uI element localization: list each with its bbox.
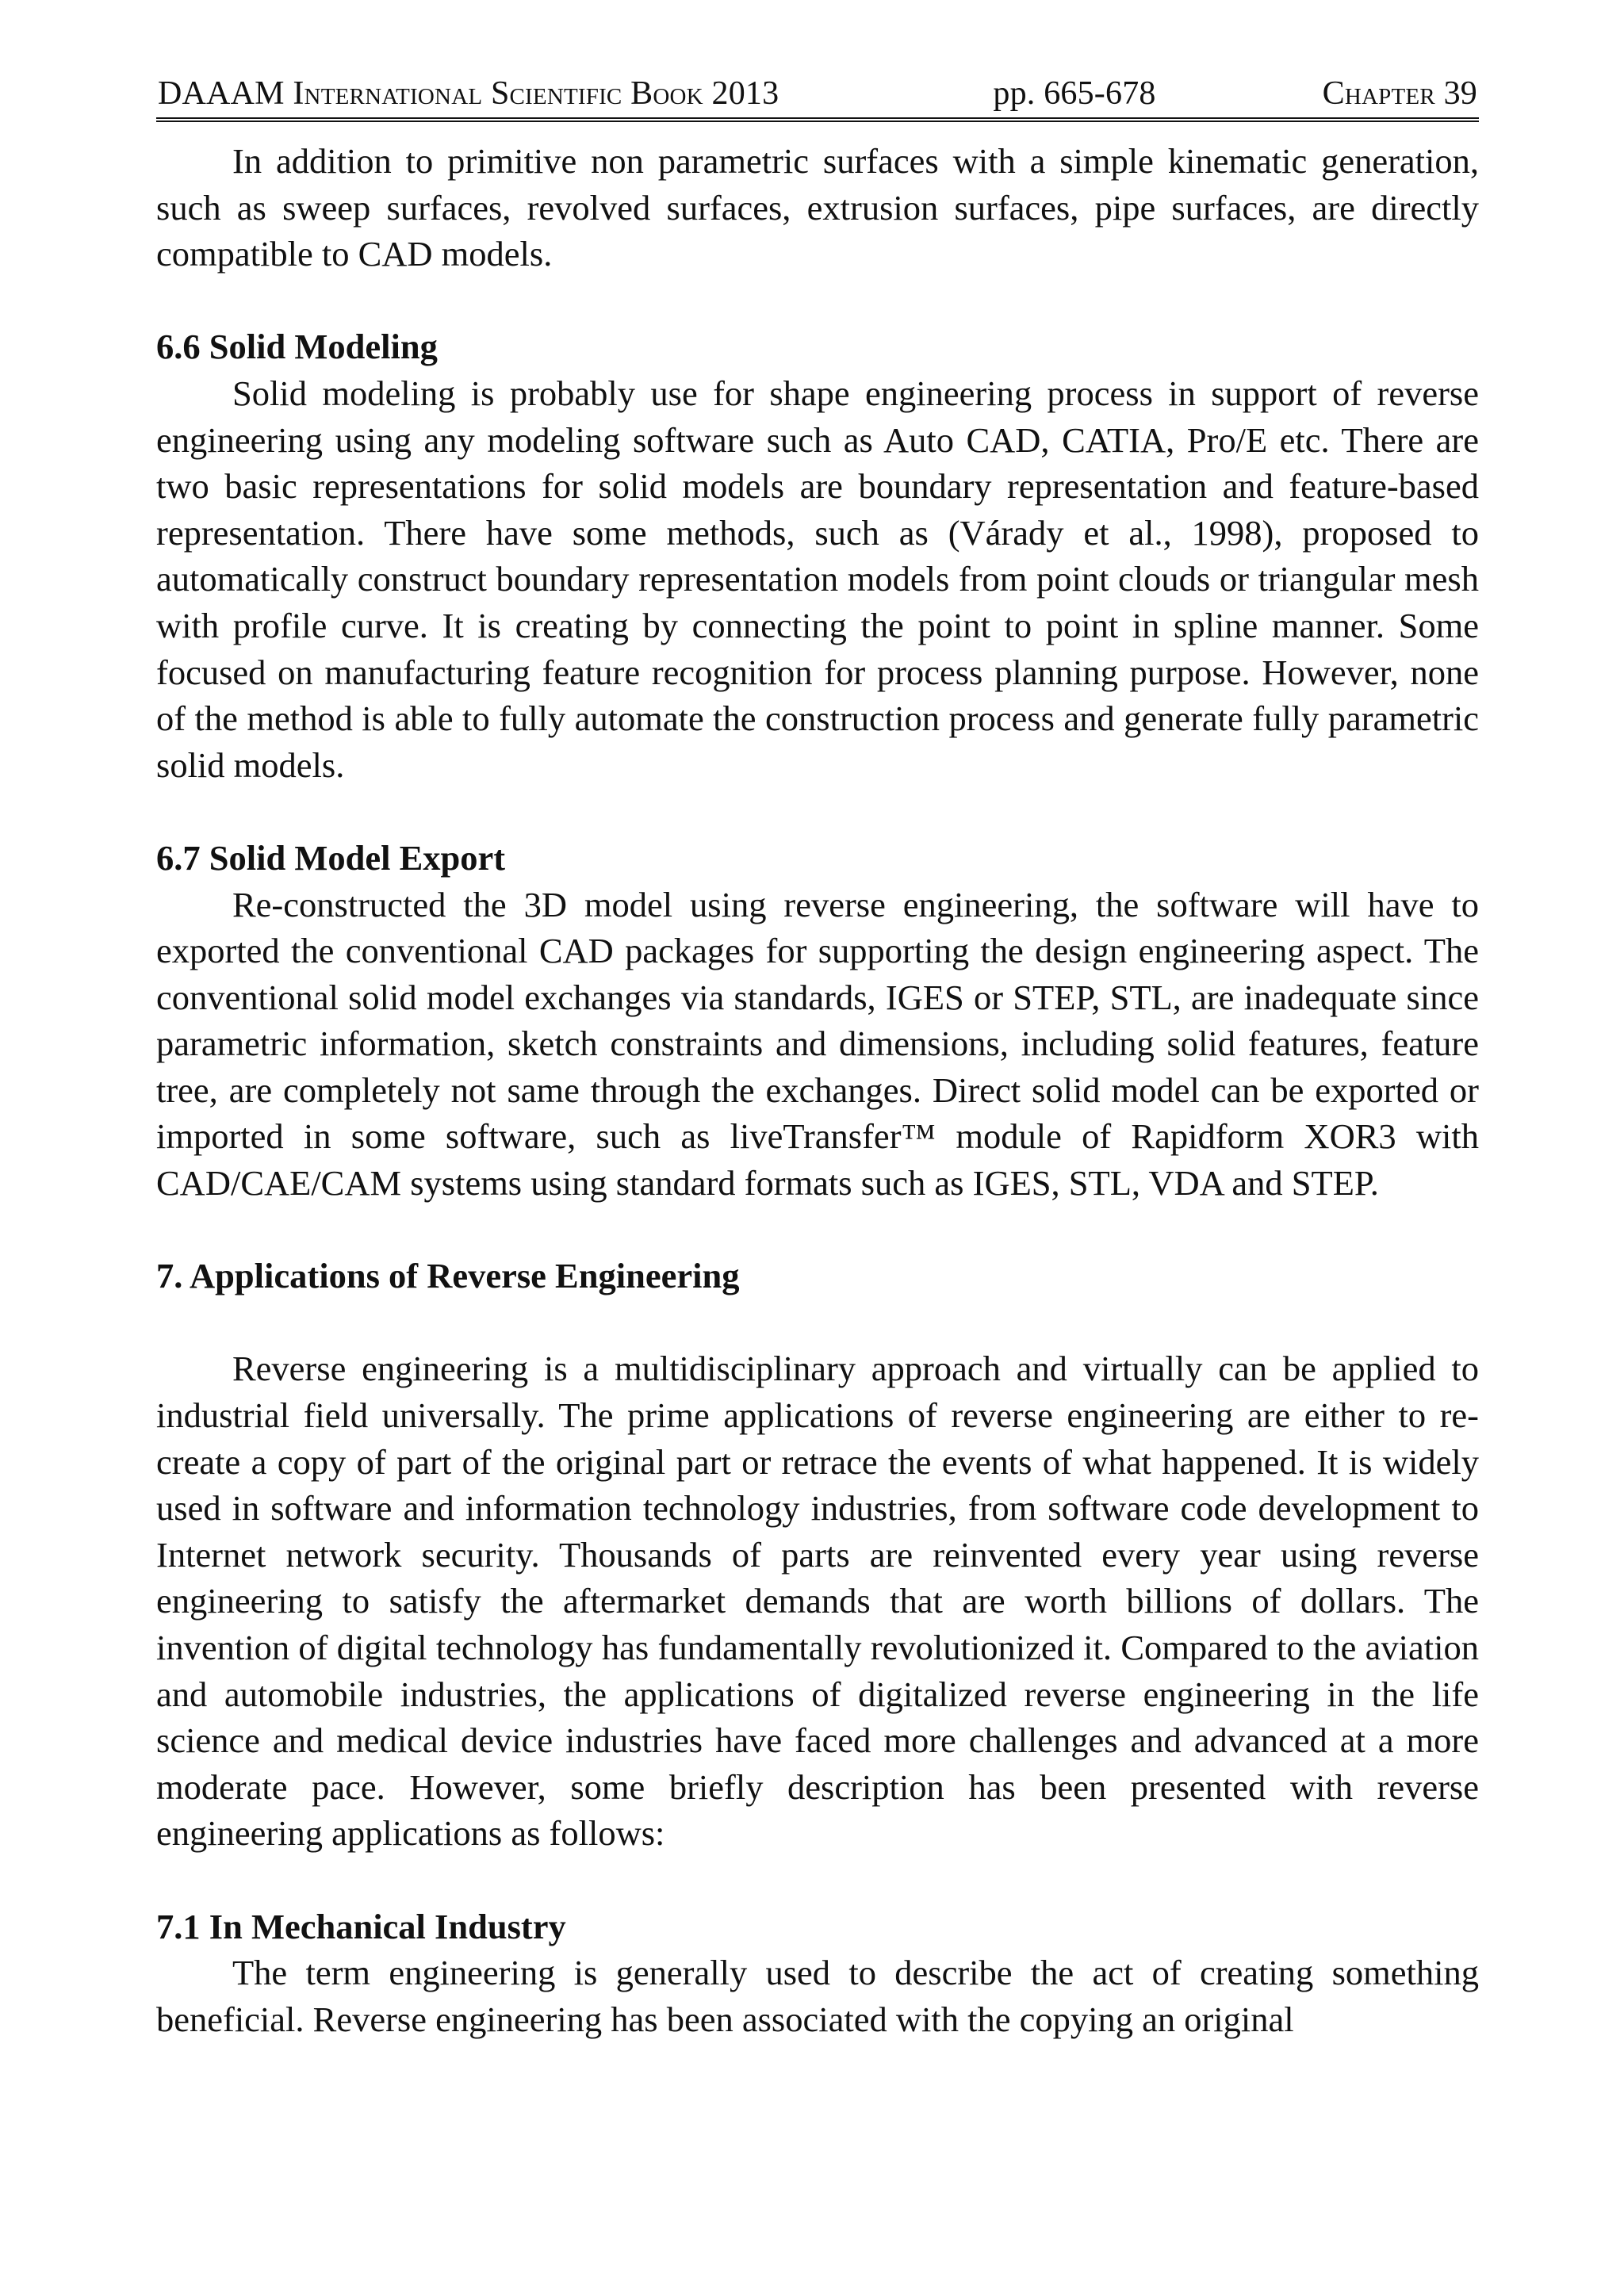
header-chapter: Chapter 39 [1322, 75, 1477, 112]
spacer [156, 1857, 1479, 1904]
section-heading-7: 7. Applications of Reverse Engineering [156, 1256, 740, 1296]
intro-paragraph: In addition to primitive non parametric surfaces with a simple kinematic generation, such as sweep surfaces, revolved surfaces, extrusion surfaces, pipe surfaces, are directly compatible to CAD models. [156, 141, 1479, 274]
header-page-range: pp. 665-678 [993, 75, 1156, 112]
section-paragraph-7-1: The term engineering is generally used to describe the act of creating something beneficial. Reverse engineering has been associated with the copying an original [156, 1953, 1479, 2039]
spacer [156, 788, 1479, 835]
page [156, 73, 1479, 2042]
section-paragraph-6-6: Solid modeling is probably use for shape engineering process in support of reverse engineering using any modeling software such as Auto CAD, CATIA, Pro/E etc. There are two basic representations for solid models are boundary representation and feature-based representation. There have some methods, such as (Várady et al., 1998), proposed to automatically construct boundary representation models from point clouds or triangular mesh with profile curve. It is creating by connecting the point to point in spline manner. Some focused on manufacturing feature recognition for process planning purpose. However, none of the method is able to fully automate the construction process and generate fully parametric solid models. [156, 373, 1479, 785]
section-paragraph-6-7: Re-constructed the 3D model using reverse engineering, the software will have to exported the conventional CAD packages for supporting the design engineering aspect. The conventional solid model exchanges via standards, IGES or STEP, STL, are inadequate since parametric information, sketch constraints and dimensions, including solid features, feature tree, are completely not same through the exchanges. Direct solid model can be exported or imported in some software, such as liveTransfer™ module of Rapidform XOR3 with CAD/CAE/CAM systems using standard formats such as IGES, STL, VDA and STEP. [156, 884, 1479, 1203]
spacer [156, 277, 1479, 324]
header-book-title: DAAAM International Scientific Book 2013 [158, 75, 779, 112]
page-body [156, 138, 1479, 2042]
running-header [156, 73, 1479, 122]
spacer [156, 1207, 1479, 1253]
section-paragraph-7: Reverse engineering is a multidisciplinary approach and virtually can be applied to industrial field universally. The prime applications of reverse engineering are either to re-create a copy of part of the original part or retrace the events of what happened. It is widely used in software and information technology industries, from software code development to Internet network security. Thousands of parts are reinvented every year using reverse engineering to satisfy the aftermarket demands that are worth billions of dollars. The invention of digital technology has fundamentally revolutionized it. Compared to the aviation and automobile industries, the applications of digitalized reverse engineering in the life science and medical device industries have faced more challenges and advanced at a more moderate pace. However, some briefly description has been presented with reverse engineering applications as follows: [156, 1349, 1479, 1854]
section-heading-7-1: 7.1 In Mechanical Industry [156, 1906, 566, 1946]
section-heading-6-6: 6.6 Solid Modeling [156, 327, 438, 367]
section-heading-6-7: 6.7 Solid Model Export [156, 837, 506, 878]
spacer [156, 1299, 1479, 1346]
